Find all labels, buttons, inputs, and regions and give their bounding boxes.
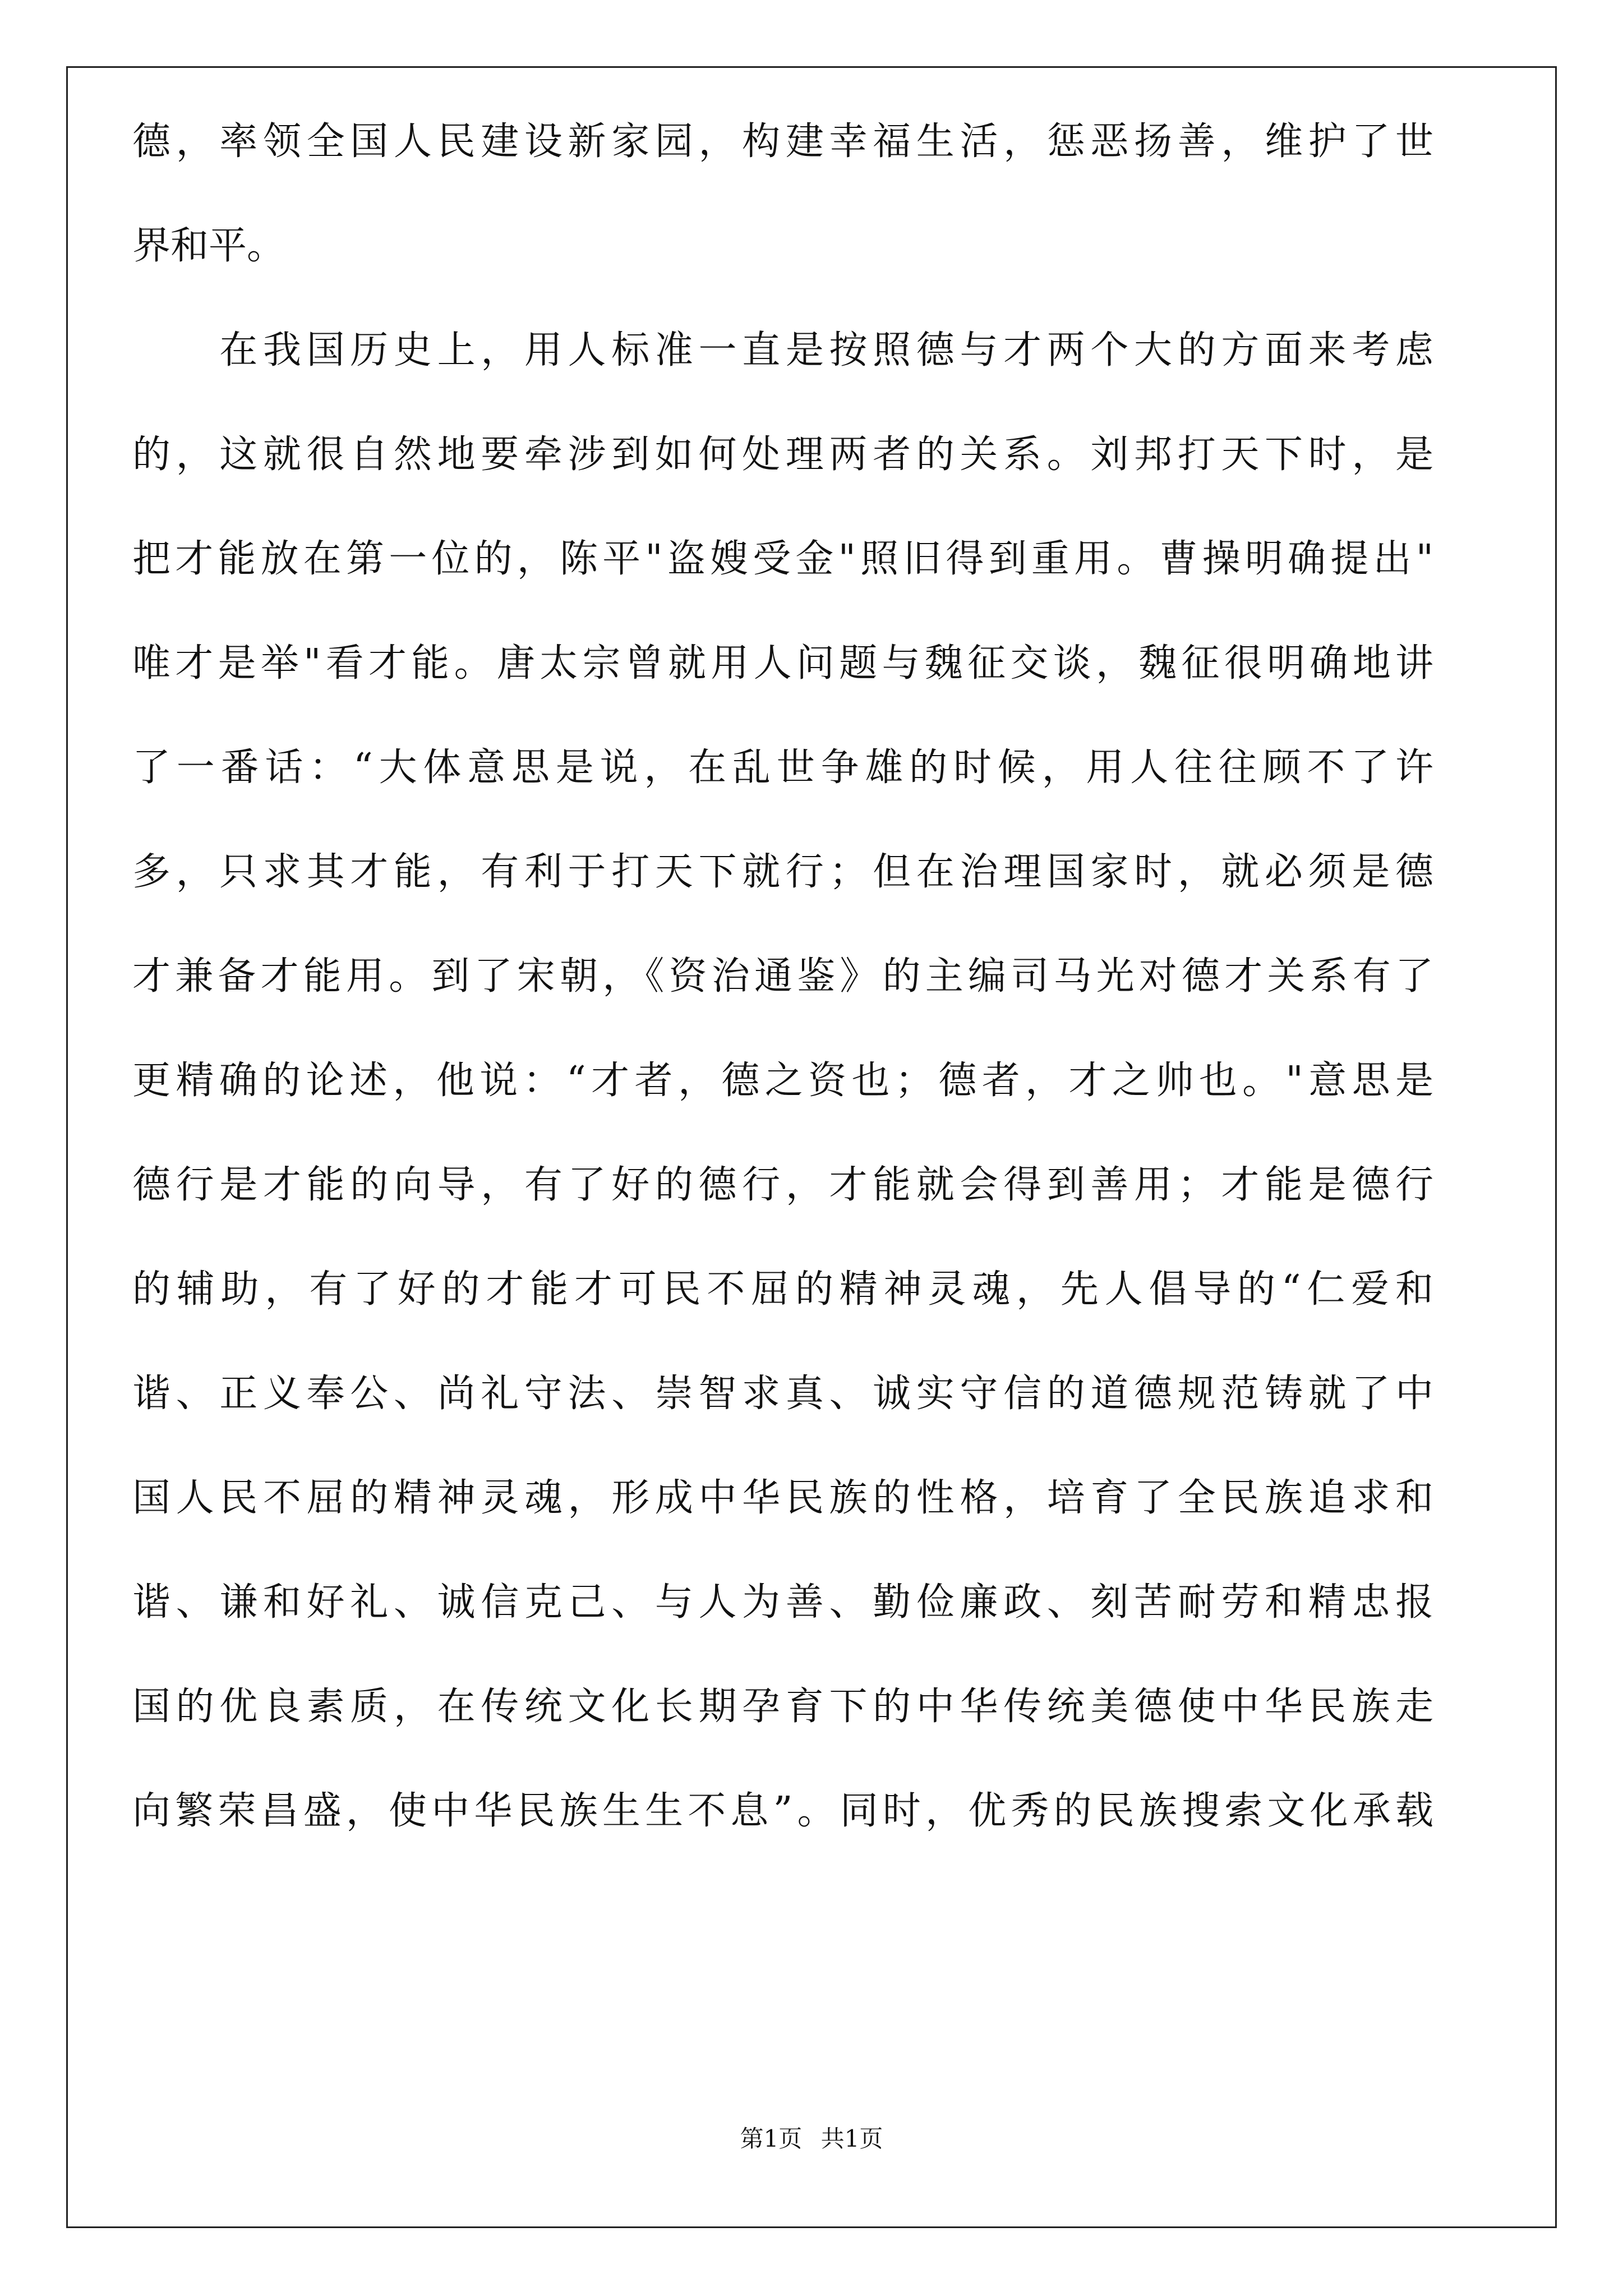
- text-line: 谐、谦和好礼、诚信克己、与人为善、勤俭廉政、刻苦耐劳和精忠报: [132, 1580, 1433, 1625]
- text-line: 向繁荣昌盛，使中华民族生生不息”。同时，优秀的民族搜索文化承载: [132, 1789, 1433, 1833]
- text-line: 了一番话：“大体意思是说，在乱世争雄的时候，用人往往顾不了许: [132, 746, 1433, 790]
- text-line: 界和平。: [132, 224, 285, 268]
- document-body: [132, 90, 1433, 1864]
- text-line: 德行是才能的向导，有了好的德行，才能就会得到善用；才能是德行: [132, 1163, 1433, 1207]
- page-number: 第1页: [740, 2125, 803, 2152]
- text-line: 才兼备才能用。到了宋朝，《资治通鉴》的主编司马光对德才关系有了: [132, 954, 1433, 999]
- text-line: 把才能放在第一位的，陈平"盗嫂受金"照旧得到重用。曹操明确提出": [132, 537, 1433, 581]
- text-line: 的辅助，有了好的才能才可民不屈的精神灵魂，先人倡导的“仁爱和: [132, 1267, 1433, 1312]
- text-line: 多，只求其才能，有利于打天下就行；但在治理国家时，就必须是德: [132, 850, 1433, 894]
- text-line: 德，率领全国人民建设新家园，构建幸福生活，惩恶扬善，维护了世: [132, 119, 1433, 164]
- text-line: 谐、正义奉公、尚礼守法、崇智求真、诚实守信的道德规范铸就了中: [132, 1372, 1433, 1416]
- text-line: 的，这就很自然地要牵涉到如何处理两者的关系。刘邦打天下时，是: [132, 432, 1433, 477]
- paragraph-start-line: 在我国历史上，用人标准一直是按照德与才两个大的方面来考虑: [132, 328, 1433, 372]
- page-total: 共1页: [820, 2125, 883, 2152]
- text-line: 国人民不屈的精神灵魂，形成中华民族的性格，培育了全民族追求和: [132, 1476, 1433, 1520]
- text-line: 唯才是举"看才能。唐太宗曾就用人问题与魏征交谈，魏征很明确地讲: [132, 641, 1433, 685]
- text-line: 更精确的论述，他说：“才者，德之资也；德者，才之帅也。"意思是: [132, 1059, 1433, 1103]
- text-line: 国的优良素质，在传统文化长期孕育下的中华传统美德使中华民族走: [132, 1685, 1433, 1729]
- page-footer: [0, 2120, 1623, 2154]
